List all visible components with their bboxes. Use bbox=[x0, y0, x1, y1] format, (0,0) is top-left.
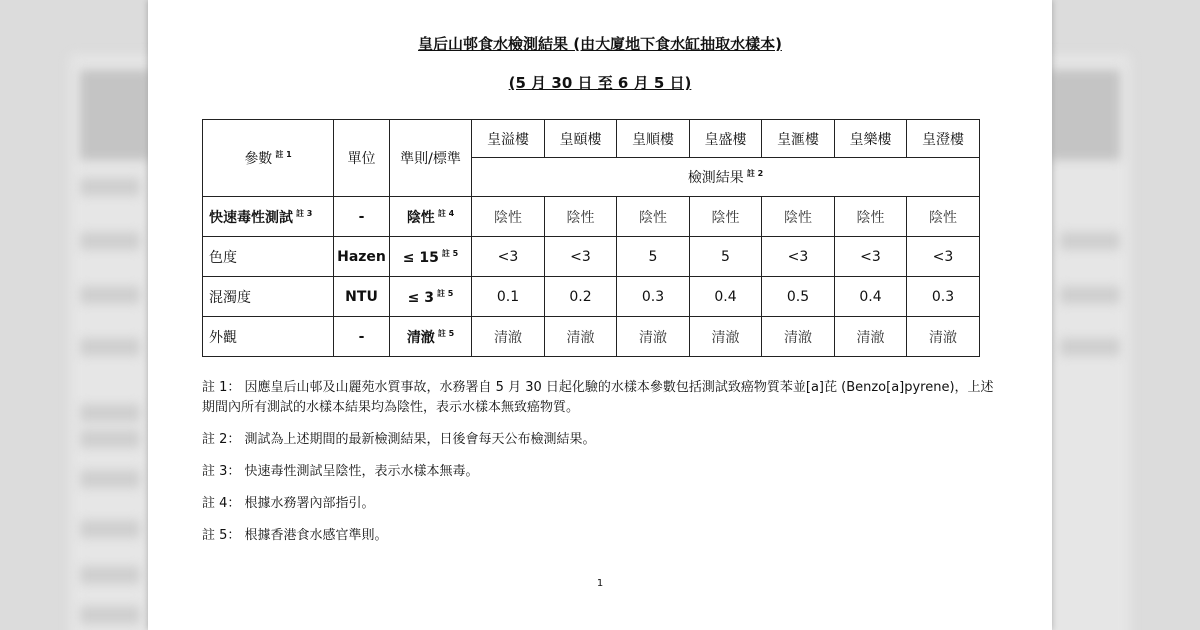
result-cell: 清澈 bbox=[617, 317, 690, 357]
unit-cell: Hazen bbox=[334, 237, 390, 277]
result-cell: 清澈 bbox=[545, 317, 617, 357]
date-range: (5 月 30 日 至 6 月 5 日) bbox=[508, 74, 692, 92]
result-cell: <3 bbox=[762, 237, 835, 277]
backdrop-line bbox=[80, 286, 140, 304]
param-label: 快速毒性測試 bbox=[209, 209, 293, 226]
note-ref: 註 4 bbox=[437, 208, 455, 218]
building-header: 皇滙樓 bbox=[762, 120, 835, 158]
result-cell: 陰性 bbox=[835, 197, 907, 237]
backdrop-line bbox=[80, 520, 140, 538]
backdrop-block bbox=[1050, 70, 1120, 160]
param-cell bbox=[203, 237, 334, 277]
backdrop-line bbox=[80, 178, 140, 196]
standard-value: 陰性 bbox=[406, 209, 435, 226]
page-number: 1 bbox=[596, 578, 604, 589]
notes-section bbox=[202, 378, 1002, 558]
standard-value: ≤ 3 bbox=[407, 289, 434, 306]
result-cell: 0.2 bbox=[545, 277, 617, 317]
param-cell bbox=[203, 277, 334, 317]
document-page bbox=[148, 0, 1052, 630]
result-cell: 清澈 bbox=[472, 317, 545, 357]
results-table bbox=[202, 119, 980, 357]
result-cell: 陰性 bbox=[545, 197, 617, 237]
standard-cell bbox=[390, 237, 472, 277]
result-cell: 0.3 bbox=[617, 277, 690, 317]
backdrop-line bbox=[80, 338, 140, 356]
backdrop-block bbox=[80, 70, 150, 160]
note-ref: 註 2 bbox=[746, 169, 764, 178]
result-cell: <3 bbox=[907, 237, 980, 277]
param-label: 色度 bbox=[209, 249, 237, 266]
param-header-label: 參數 bbox=[244, 151, 273, 167]
result-cell: 陰性 bbox=[690, 197, 762, 237]
note-ref: 註 5 bbox=[437, 328, 455, 338]
result-cell: 5 bbox=[617, 237, 690, 277]
header-row bbox=[203, 120, 980, 158]
note-ref: 註 3 bbox=[296, 208, 313, 218]
backdrop-line bbox=[80, 566, 140, 584]
param-cell bbox=[203, 197, 334, 237]
result-cell: <3 bbox=[472, 237, 545, 277]
param-cell bbox=[203, 317, 334, 357]
note-1: 註 1： 因應皇后山邨及山麗苑水質事故，水務署自 5 月 30 日起化驗的水樣本參數包括測試致癌物質苯並[a]芘 (Benzo[a]pyrene)，上述期間內所有測試的水樣本結果均為陰性，表示水樣本無致癌物質。 bbox=[202, 380, 994, 415]
backdrop-line bbox=[1060, 338, 1120, 356]
result-cell: 0.4 bbox=[690, 277, 762, 317]
standard-cell bbox=[390, 197, 472, 237]
standard-cell bbox=[390, 317, 472, 357]
result-cell: 陰性 bbox=[762, 197, 835, 237]
result-cell: 陰性 bbox=[617, 197, 690, 237]
unit-cell: - bbox=[334, 317, 390, 357]
note-ref: 註 5 bbox=[437, 288, 454, 298]
note-ref: 註 1 bbox=[275, 150, 292, 159]
backdrop-line bbox=[1060, 232, 1120, 250]
backdrop-line bbox=[80, 606, 140, 624]
standard-value: ≤ 15 bbox=[402, 249, 439, 266]
result-cell: 陰性 bbox=[472, 197, 545, 237]
table-row bbox=[203, 317, 980, 357]
param-label: 混濁度 bbox=[209, 289, 251, 306]
results-header bbox=[472, 158, 980, 197]
unit-cell: - bbox=[334, 197, 390, 237]
standard-cell bbox=[390, 277, 472, 317]
table-row bbox=[203, 197, 980, 237]
result-cell: 清澈 bbox=[690, 317, 762, 357]
table-row bbox=[203, 237, 980, 277]
building-header: 皇頤樓 bbox=[545, 120, 617, 158]
result-cell: 0.5 bbox=[762, 277, 835, 317]
standard-header: 準則/標準 bbox=[390, 120, 472, 197]
result-cell: <3 bbox=[545, 237, 617, 277]
result-cell: 0.1 bbox=[472, 277, 545, 317]
result-cell: 清澈 bbox=[907, 317, 980, 357]
table-row bbox=[203, 277, 980, 317]
backdrop-line bbox=[1060, 286, 1120, 304]
result-cell: 5 bbox=[690, 237, 762, 277]
building-header: 皇順樓 bbox=[617, 120, 690, 158]
result-cell: 陰性 bbox=[907, 197, 980, 237]
note-5: 註 5： 根據香港食水感官準則。 bbox=[202, 528, 388, 543]
result-cell: 0.4 bbox=[835, 277, 907, 317]
result-cell: 清澈 bbox=[835, 317, 907, 357]
note-3: 註 3： 快速毒性測試呈陰性，表示水樣本無毒。 bbox=[202, 464, 479, 479]
backdrop-line bbox=[80, 430, 140, 448]
building-header: 皇盛樓 bbox=[690, 120, 762, 158]
result-cell: 清澈 bbox=[762, 317, 835, 357]
building-header: 皇溢樓 bbox=[472, 120, 545, 158]
unit-cell: NTU bbox=[334, 277, 390, 317]
note-ref: 註 5 bbox=[441, 248, 459, 258]
backdrop-line bbox=[80, 470, 140, 488]
note-2: 註 2： 測試為上述期間的最新檢測結果，日後會每天公布檢測結果。 bbox=[202, 432, 596, 447]
result-cell: 0.3 bbox=[907, 277, 980, 317]
backdrop-line bbox=[80, 404, 140, 422]
document-title: 皇后山邨食水檢測結果 (由大廈地下食水缸抽取水樣本) bbox=[418, 35, 782, 53]
param-label: 外觀 bbox=[209, 329, 237, 346]
results-header-label: 檢測結果 bbox=[687, 170, 744, 186]
param-header bbox=[203, 120, 334, 197]
backdrop-line bbox=[80, 232, 140, 250]
result-cell: <3 bbox=[835, 237, 907, 277]
unit-header: 單位 bbox=[334, 120, 390, 197]
building-header: 皇樂樓 bbox=[835, 120, 907, 158]
note-4: 註 4： 根據水務署內部指引。 bbox=[202, 496, 375, 511]
standard-value: 清澈 bbox=[406, 329, 435, 346]
building-header: 皇澄樓 bbox=[907, 120, 980, 158]
